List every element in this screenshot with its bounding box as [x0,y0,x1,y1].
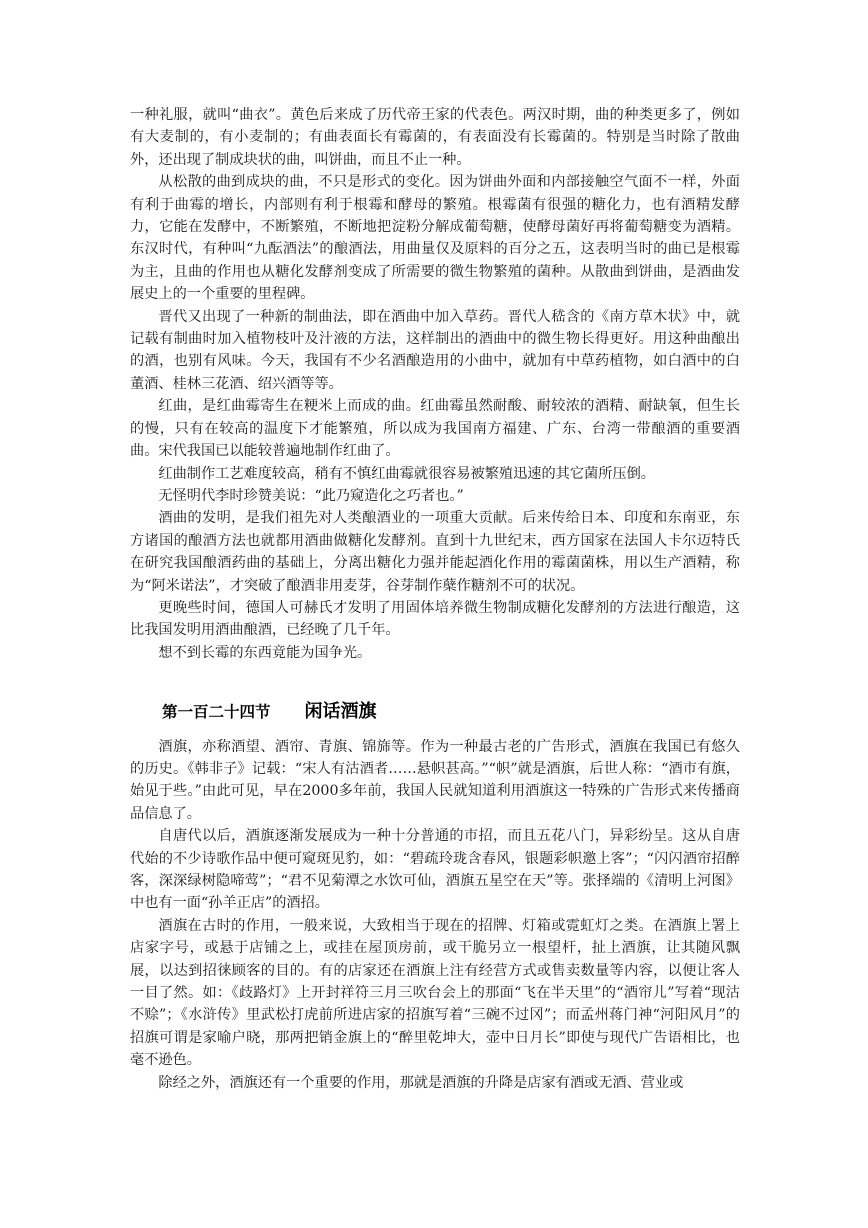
paragraph: 红曲制作工艺难度较高，稍有不慎红曲霉就很容易被繁殖迅速的其它菌所压倒。 [158,465,655,482]
heading-title: 闲话酒旗 [304,701,377,723]
paragraph: 红曲，是红曲霉寄生在粳米上而成的曲。红曲霉虽然耐酸、耐较浓的酒精、耐缺氧，但生长的慢，只有在较高的温度下才能繁殖，所以成为我国南方福建、广东、台湾一带酿酒的重要酒曲。宋代我国已以能较普遍地制作红曲了。 [130,398,740,460]
paragraph: 想不到长霉的东西竟能为国争光。 [158,644,372,661]
paragraph: 从松散的曲到成块的曲，不只是形式的变化。因为饼曲外面和内部接触空气面不一样，外面有利于曲霉的增长，内部则有利于根霉和酵母的繁殖。根霉菌有很强的糖化力，也有酒精发酵力，它能在发酵中，不断繁殖，不断地把淀粉分解成葡萄糖，使酵母菌好再将葡萄糖变为酒精。东汉时代，有种叫“九酝酒法”的酿酒法，用曲量仅及原料的百分之五，这表明当时的曲已是根霉为主，且曲的作用也从糖化发酵剂变成了所需要的微生物繁殖的菌种。从散曲到饼曲，是酒曲发展史上的一个重要的里程碑。 [130,174,740,303]
document-page [130,104,740,1094]
paragraph: 除经之外，酒旗还有一个重要的作用，那就是酒旗的升降是店家有酒或无酒、营业或 [158,1074,684,1091]
paragraph: 无怪明代李时珍赞美说：“此乃窥造化之巧者也。” [158,487,464,504]
section-wine-yeast [130,104,740,664]
paragraph: 酒旗，亦称酒望、酒帘、青旗、锦旆等。作为一种最古老的广告形式，酒旗在我国已有悠久的历史。《韩非子》记载：“宋人有沽酒者……悬帜甚高。”“帜”就是酒旗，后世人称：“酒市有旗，始见于些。”由此可见，早在2000多年前，我国人民就知道利用酒旗这一特殊的广告形式来传播商品信息了。 [130,738,740,822]
paragraph: 一种礼服，就叫“曲衣”。黄色后来成了历代帝王家的代表色。两汉时期，曲的种类更多了，例如有大麦制的，有小麦制的；有曲表面长有霉菌的，有表面没有长霉菌的。特别是当时除了散曲外，还出现了制成块状的曲，叫饼曲，而且不止一种。 [130,107,740,168]
paragraph: 晋代又出现了一种新的制曲法，即在酒曲中加入草药。晋代人嵇含的《南方草木状》中，就记载有制曲时加入植物枝叶及汁液的方法，这样制出的酒曲中的微生物长得更好。用这种曲酿出的酒，也别有风味。今天，我国有不少名酒酿造用的小曲中，就加有中草药植物，如白酒中的白董酒、桂林三花酒、绍兴酒等等。 [130,308,740,392]
paragraph: 酒曲的发明，是我们祖先对人类酿酒业的一项重大贡献。后来传给日本、印度和东南亚，东方诸国的酿酒方法也就都用酒曲做糖化发酵剂。直到十九世纪末，西方国家在法国人卡尔迈特氏在研究我国酿酒药曲的基础上，分离出糖化力强并能起酒化作用的霉菌菌株，用以生产酒精，称为“阿米诺法”，才突破了酿酒非用麦芽，谷芽制作蘖作糖剂不可的状况。 [130,510,740,594]
heading-number: 第一百二十四节 [162,703,271,722]
paragraph: 酒旗在古时的作用，一般来说，大致相当于现在的招牌、灯箱或霓虹灯之类。在酒旗上署上店家字号，或悬于店铺之上，或挂在屋顶房前，或干脆另立一根望杆，扯上酒旗，让其随风飘展，以达到招徕顾客的目的。有的店家还在酒旗上注有经营方式或售卖数量等内容，以便让客人一目了然。如：《歧路灯》上开封祥符三月三吹台会上的那面“飞在半天里”的“酒帘儿”写着“现沽不赊”；《水浒传》里武松打虎前所进店家的招旗写着“三碗不过冈”；而孟州蒋门神“河阳风月”的招旗可谓是家喻户晓，那两把销金旗上的“醉里乾坤大，壶中日月长”即使与现代广告语相比，也毫不逊色。 [130,917,740,1069]
paragraph: 自唐代以后，酒旗逐渐发展成为一种十分普通的市招，而且五花八门，异彩纷呈。这从自唐代始的不少诗歌作品中便可窥斑见豹，如：“碧疏玲珑含春风，银题彩帜邀上客”；“闪闪酒帘招醉客，深深绿树隐啼莺”；“君不见菊潭之水饮可仙，酒旗五星空在天”等。张择端的《清明上河图》中也有一面“孙羊正店”的酒招。 [130,828,740,912]
section-heading [162,700,740,723]
paragraph: 更晚些时间，德国人可赫氏才发明了用固体培养微生物制成糖化发酵剂的方法进行酿造，这比我国发明用酒曲酿酒，已经晚了几千年。 [130,599,740,639]
section-wine-flags [130,736,740,1095]
